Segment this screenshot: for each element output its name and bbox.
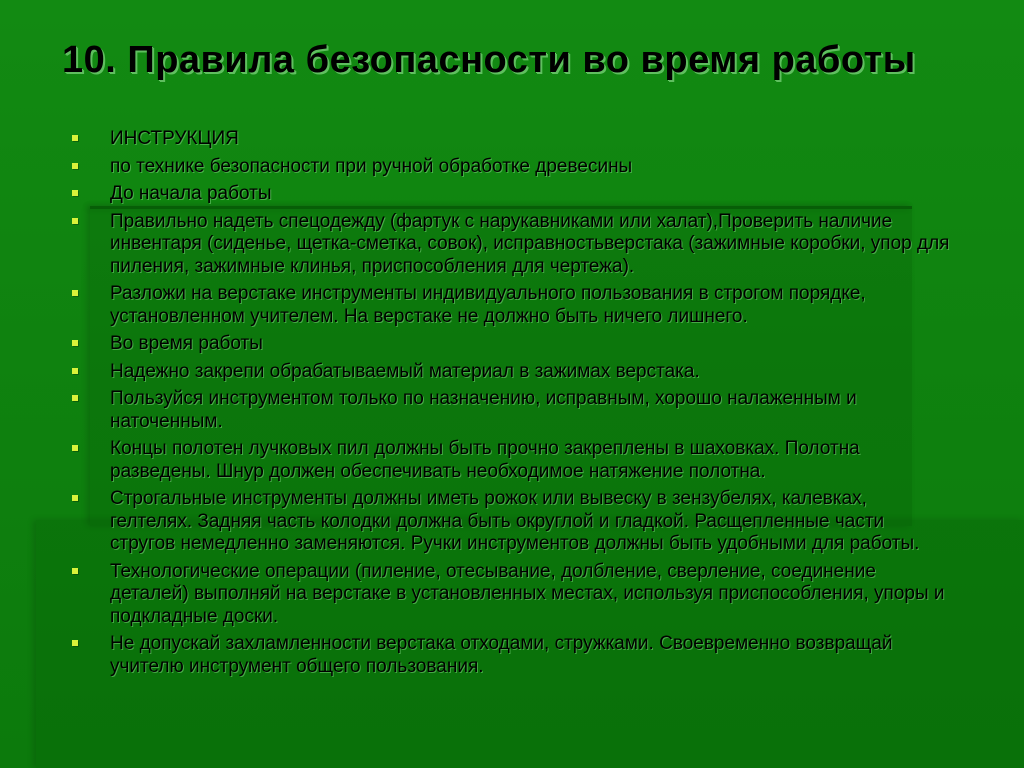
list-item-text: Правильно надеть спецодежду (фартук с нарукавниками или халат),Проверить наличие инвентаря (сиденье, щетка-сметка, совок), исправностьверстака (зажимные коробки, упор для пиления, зажимные клинья, приспособления для чертежа). [110,210,950,277]
list-item-text: Разложи на верстаке инструменты индивидуального пользования в строгом порядке, установленном учителем. На верстаке не должно быть ничего лишнего. [110,283,866,327]
list-item-text: по технике безопасности при ручной обработке древесины [110,155,633,177]
list-item-text: Пользуйся инструментом только по назначению, исправным, хорошо налаженным и наточенным. [110,388,857,432]
list-item [70,156,950,179]
list-item-text: Во время работы [110,333,263,354]
square-bullet-icon [72,163,78,169]
list-item [70,211,950,279]
list-item [70,488,950,556]
list-item-text: Концы полотен лучковых пил должны быть прочно закреплены в шаховках. Полотна разведены. Шнур должен обеспечивать необходимое натяжение полотна. [110,438,860,482]
list-item [70,333,950,356]
bullet-list [70,128,950,683]
square-bullet-icon [72,190,78,196]
list-item-text: Технологические операции (пиление, отесывание, долбление, сверление, соединение деталей) выполняй на верстаке в установленных местах, используя приспособления, упоры и подкладные доски. [110,560,945,627]
list-item-text: Строгальные инструменты должны иметь рожок или вывеску в зензубелях, калевках, гелтелях. Задняя часть колодки должна быть округлой и гладкой. Расщепленные части стругов немедленно заменяются. Ручки инструментов должны быть удобными для работы. [110,488,920,554]
square-bullet-icon [72,135,78,141]
list-item [70,388,950,433]
list-item-text: До начала работы [110,183,272,204]
square-bullet-icon [72,290,78,296]
square-bullet-icon [72,395,78,401]
square-bullet-icon [72,218,78,224]
list-item [70,283,950,328]
square-bullet-icon [72,640,78,646]
list-item [70,183,950,206]
square-bullet-icon [72,445,78,451]
square-bullet-icon [72,368,78,374]
list-item [70,633,950,678]
list-item [70,361,950,384]
square-bullet-icon [72,340,78,346]
list-item [70,561,950,629]
list-item-text: Надежно закрепи обрабатываемый материал в зажимах верстака. [110,360,700,382]
list-item [70,438,950,483]
list-item [70,128,950,151]
square-bullet-icon [72,568,78,574]
list-item-text: ИНСТРУКЦИЯ [110,128,239,149]
slide-title: 10. Правила безопасности во время работы [62,39,916,81]
square-bullet-icon [72,495,78,501]
list-item-text: Не допускай захламленности верстака отходами, стружками. Своевременно возвращай учителю инструмент общего пользования. [110,633,893,677]
